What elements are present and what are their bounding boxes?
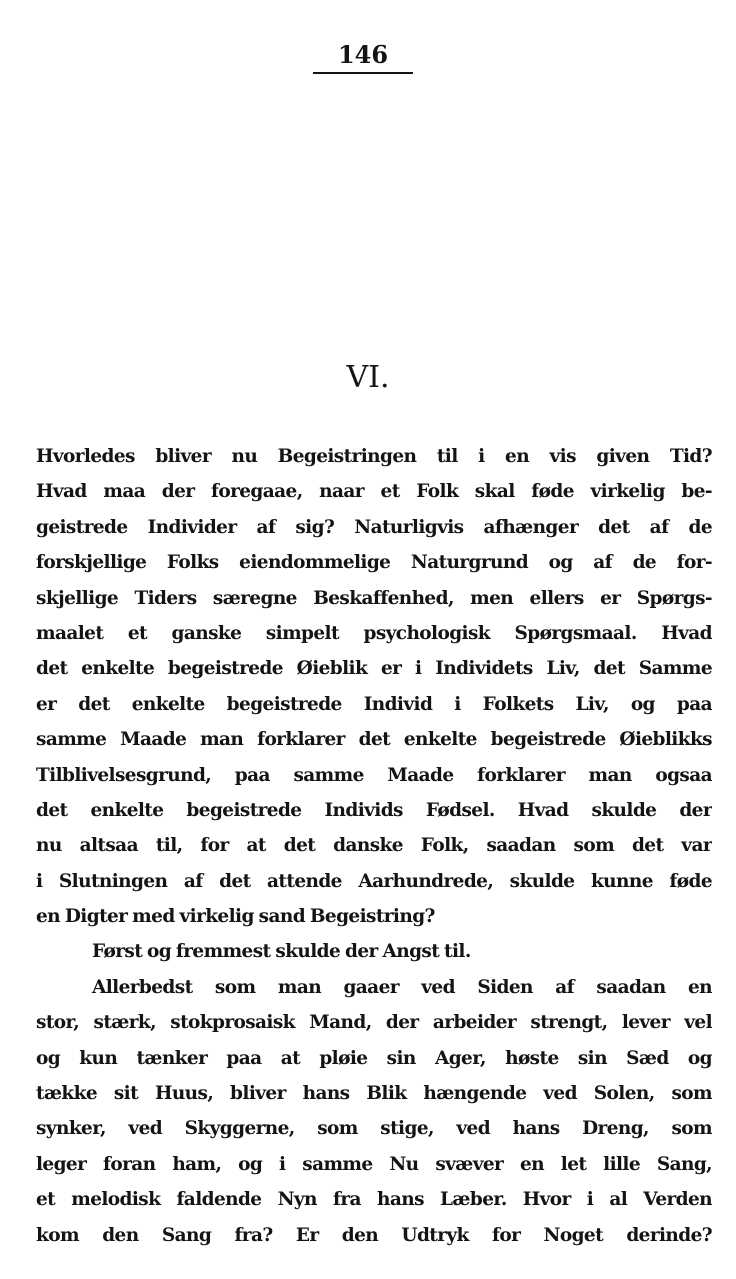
text-line: samme Maade man forklarer det enkelte begeistrede Øieblikks [36, 729, 712, 751]
body-text [36, 439, 712, 1253]
text-line: Hvorledes bliver nu Begeistringen til i en vis given Tid? [36, 446, 712, 467]
text-line: forskjellige Folks eiendommelige Naturgrund og af de for- [36, 552, 712, 574]
text-line: maalet et ganske simpelt psychologisk Spørgsmaal. Hvad [36, 622, 712, 644]
text-line: et melodisk faldende Nyn fra hans Læber. Hvor i al Verden [36, 1189, 712, 1211]
text-line: tække sit Huus, bliver hans Blik hængende ved Solen, som [36, 1083, 712, 1105]
text-line: synker, ved Skyggerne, som stige, ved hans Dreng, som [36, 1118, 712, 1140]
text-line: stor, stærk, stokprosaisk Mand, der arbeider strengt, lever vel [36, 1012, 712, 1034]
text-line: kom den Sang fra? Er den Udtryk for Noget derinde? [36, 1224, 712, 1246]
page-number: 146 [337, 40, 389, 69]
text-line: geistrede Individer af sig? Naturligvis afhænger det af de [36, 516, 712, 538]
text-line: det enkelte begeistrede Øieblik er i Individets Liv, det Samme [36, 658, 712, 680]
text-line: Allerbedst som man gaaer ved Siden af saadan en [92, 976, 712, 998]
text-line: i Slutningen af det attende Aarhundrede, skulde kunne føde [36, 870, 712, 892]
text-line: det enkelte begeistrede Individs Fødsel. Hvad skulde der [36, 799, 712, 821]
text-line: leger foran ham, og i samme Nu svæver en let lille Sang, [36, 1153, 712, 1175]
text-line: Hvad maa der foregaae, naar et Folk skal føde virkelig be- [36, 481, 712, 503]
text-line: en Digter med virkelig sand Begeistring? [36, 906, 435, 928]
text-line: nu altsaa til, for at det danske Folk, saadan som det var [36, 835, 712, 857]
text-line: skjellige Tiders særegne Beskaffenhed, men ellers er Spørgs- [36, 587, 712, 609]
text-line: er det enkelte begeistrede Individ i Folkets Liv, og paa [36, 693, 712, 715]
chapter-heading: VI. [346, 360, 390, 395]
text-line: Tilblivelsesgrund, paa samme Maade forklarer man ogsaa [36, 764, 712, 786]
text-line: og kun tænker paa at pløie sin Ager, høste sin Sæd og [36, 1047, 712, 1069]
page-number-rule [313, 72, 413, 74]
text-line: Først og fremmest skulde der Angst til. [92, 941, 471, 963]
